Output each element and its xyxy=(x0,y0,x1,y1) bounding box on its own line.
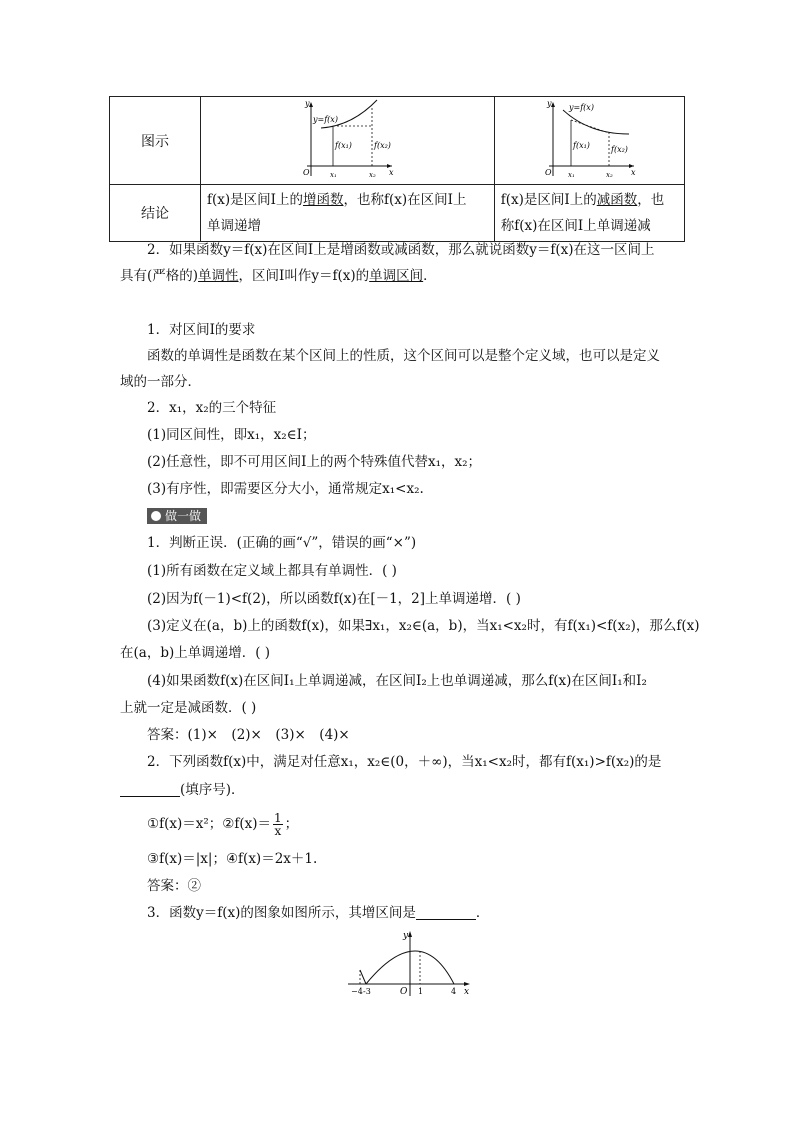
q1-3a: (3)定义在(a，b)上的函数f(x)，如果∃x₁，x₂∈(a，b)，当x₁<x₂时，有f(x₁)<f(x₂)，那么f(x) xyxy=(147,618,700,634)
answer2: 答案：② xyxy=(147,878,201,894)
text: 具有(严格的) xyxy=(120,268,199,284)
decreasing-function-graph xyxy=(539,98,639,180)
fx1-label: f(x₁) xyxy=(335,140,353,150)
increasing-graph-cell xyxy=(201,97,495,185)
para2-line1: 2．如果函数y＝f(x)在区间I上是增函数或减函数，那么就说函数y＝f(x)在这一区间上 xyxy=(147,242,655,258)
q2-options-1 xyxy=(147,810,298,838)
fx1-label: f(x₁) xyxy=(573,140,591,150)
key-term: 增函数 xyxy=(302,192,344,208)
down-arrow-icon xyxy=(151,511,161,521)
denominator: x xyxy=(274,824,282,838)
tick-minus4: −4 xyxy=(351,987,363,996)
text: (填序号)． xyxy=(180,782,245,798)
func-label: y=f(x) xyxy=(313,114,339,124)
origin-label: O xyxy=(400,987,408,997)
text: 3．函数y＝f(x)的图象如图所示，其增区间是 xyxy=(147,905,416,921)
monotonicity-table xyxy=(109,96,685,242)
q3 xyxy=(147,903,489,923)
increasing-conclusion xyxy=(201,185,495,242)
q1-2: (2)因为f(－1)<f(2)，所以函数f(x)在[－1，2]上单调递增．( ) xyxy=(147,591,521,607)
y-axis-label: y xyxy=(403,931,409,941)
key-term: 单调性 xyxy=(198,268,239,284)
key-term: 单调区间 xyxy=(369,268,424,284)
numerator: 1 xyxy=(274,811,282,825)
row-label-conclusion: 结论 xyxy=(110,185,201,242)
answer1: 答案：(1)× (2)× (3)× (4)× xyxy=(147,727,350,743)
q1-3b: 在(a，b)上单调递增．( ) xyxy=(120,645,271,661)
text: ； xyxy=(284,816,299,832)
x-axis-label: x xyxy=(631,167,636,177)
q2a: 2．下列函数f(x)中，满足对任意x₁，x₂∈(0，＋∞)，当x₁<x₂时，都有f(x₁)>f(x₂)的是 xyxy=(147,754,662,770)
text: ，区间I叫作y＝f(x)的 xyxy=(238,268,370,284)
y-axis-label: y xyxy=(305,98,310,108)
answer-blank xyxy=(120,782,180,797)
note2-b: (2)任意性，即不可用区间I上的两个特殊值代替x₁，x₂； xyxy=(147,454,482,470)
text: ． xyxy=(423,268,437,284)
practice-tag xyxy=(147,508,207,524)
text: f(x)是区间I上的 xyxy=(500,192,597,208)
func-label: y=f(x) xyxy=(569,102,595,112)
decreasing-graph-cell xyxy=(494,97,684,185)
fraction xyxy=(273,812,283,837)
tag-label: 做一做 xyxy=(165,509,202,523)
x-axis-label: x xyxy=(464,987,470,997)
x2-label: x₂ xyxy=(369,170,377,179)
note2-title: 2．x₁，x₂的三个特征 xyxy=(147,400,277,416)
note2-a: (1)同区间性，即x₁，x₂∈I； xyxy=(147,427,316,443)
q2-options-2: ③f(x)＝|x|；④f(x)＝2x＋1. xyxy=(147,851,318,867)
tick-1: 1 xyxy=(418,987,424,996)
origin-label: O xyxy=(545,167,552,177)
origin-label: O xyxy=(303,167,310,177)
q1-4a: (4)如果函数f(x)在区间I₁上单调递减，在区间I₂上也单调递减，那么f(x)在区间I₁和I₂ xyxy=(147,673,647,689)
q2b xyxy=(120,780,245,800)
text: ①f(x)＝x²；②f(x)＝ xyxy=(147,816,272,832)
key-term: 减函数 xyxy=(596,192,638,208)
q1-1: (1)所有函数在定义域上都具有单调性．( ) xyxy=(147,563,397,579)
note1-line1: 函数的单调性是函数在某个区间上的性质，这个区间可以是整个定义域，也可以是定义 xyxy=(147,348,660,364)
q3-function-graph xyxy=(346,928,476,998)
answer-blank xyxy=(416,905,476,920)
row-label-graph: 图示 xyxy=(110,97,201,185)
y-axis-label: y xyxy=(547,98,552,108)
x1-label: x₁ xyxy=(330,170,338,179)
text: 单调递增 xyxy=(207,218,261,234)
para2-line2 xyxy=(120,266,437,286)
note2-c: (3)有序性，即需要区分大小，通常规定x₁<x₂. xyxy=(147,481,424,497)
tick-4: 4 xyxy=(451,987,457,996)
q1: 1．判断正误．(正确的画“√”，错误的画“×”) xyxy=(147,535,417,551)
fx2-label: f(x₂) xyxy=(374,140,392,150)
note1-line2: 域的一部分． xyxy=(120,374,201,390)
fx2-label: f(x₂) xyxy=(611,144,629,154)
x-axis-label: x xyxy=(389,167,394,177)
x1-label: x₁ xyxy=(568,170,576,179)
text: ，也 xyxy=(637,192,665,208)
text: 称f(x)在区间I上单调递减 xyxy=(500,218,651,234)
text: ． xyxy=(475,905,490,921)
q1-4b: 上就一定是减函数．( ) xyxy=(120,700,257,716)
text: ，也称f(x)在区间I上 xyxy=(343,192,467,208)
decreasing-conclusion xyxy=(494,185,684,242)
note1-title: 1．对区间I的要求 xyxy=(147,322,256,338)
increasing-function-graph xyxy=(297,98,397,180)
text: f(x)是区间I上的 xyxy=(207,192,303,208)
x2-label: x₂ xyxy=(606,170,614,179)
tick-minus3: -3 xyxy=(363,987,371,996)
